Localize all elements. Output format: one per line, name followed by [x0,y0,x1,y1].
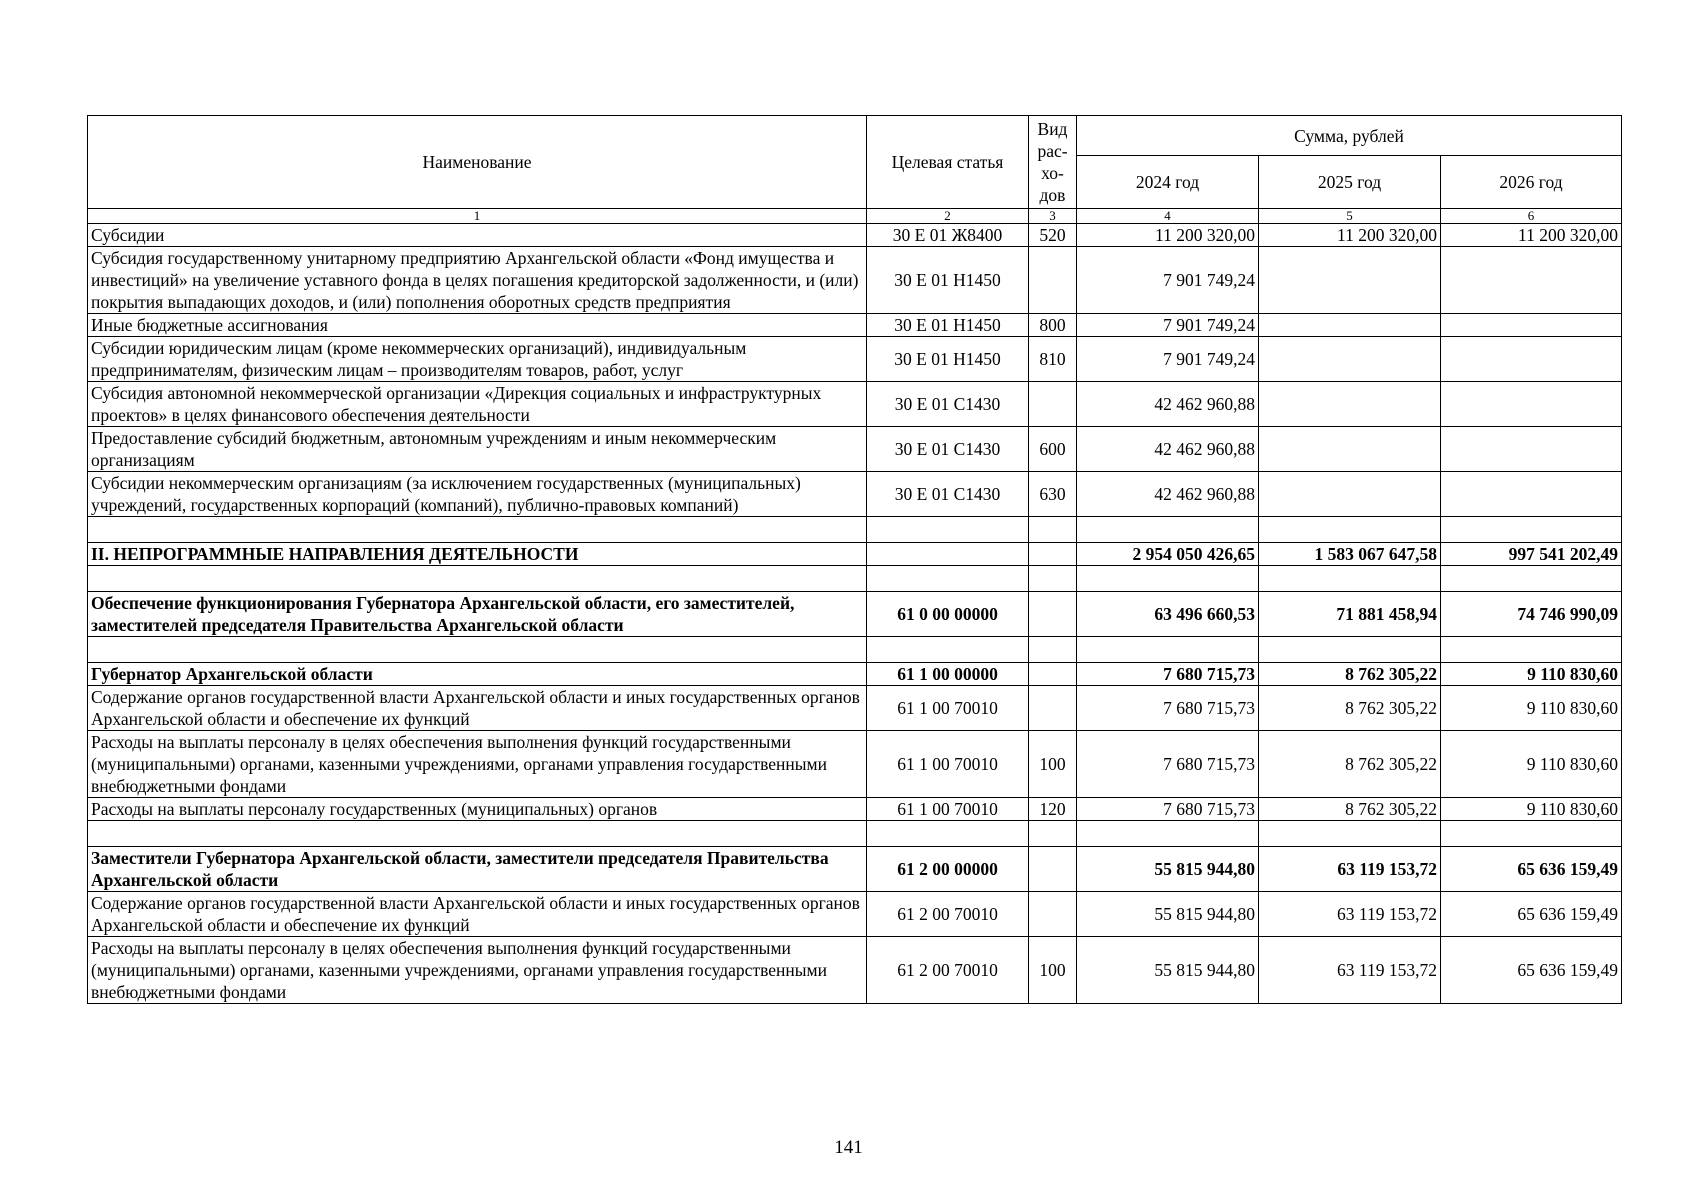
row-name [88,821,867,847]
row-name: Содержание органов государственной власти Архангельской области и иных государственных органов Архангельской области и обеспечение их функций [88,686,867,731]
row-amount-2024: 42 462 960,88 [1077,382,1259,427]
row-expense-type [1029,543,1077,566]
row-target-code [867,543,1029,566]
table-body [88,224,1622,1004]
row-amount-2026 [1441,637,1622,663]
table-row [88,427,1622,472]
table-row [88,798,1622,821]
row-expense-type [1029,566,1077,592]
row-amount-2026 [1441,382,1622,427]
row-target-code [867,821,1029,847]
table-row [88,337,1622,382]
row-expense-type: 630 [1029,472,1077,517]
row-amount-2026: 9 110 830,60 [1441,731,1622,798]
table-row [88,847,1622,892]
row-expense-type: 100 [1029,731,1077,798]
page-number: 141 [834,1137,863,1158]
row-amount-2026 [1441,517,1622,543]
row-amount-2024: 7 680 715,73 [1077,798,1259,821]
row-expense-type [1029,847,1077,892]
column-number: 4 [1077,209,1259,224]
row-expense-type [1029,663,1077,686]
row-amount-2024 [1077,821,1259,847]
table-row [88,663,1622,686]
row-amount-2025: 8 762 305,22 [1259,798,1441,821]
row-amount-2026 [1441,821,1622,847]
row-expense-type [1029,382,1077,427]
header-year-2026: 2026 год [1441,156,1622,209]
row-amount-2026 [1441,566,1622,592]
row-name: Субсидии [88,224,867,247]
table-row [88,937,1622,1004]
row-amount-2026 [1441,472,1622,517]
row-amount-2024: 11 200 320,00 [1077,224,1259,247]
row-amount-2025 [1259,314,1441,337]
row-amount-2025 [1259,427,1441,472]
table-row [88,472,1622,517]
row-name: Субсидия государственному унитарному предприятию Архангельской области «Фонд имущества и инвестиций» на увеличение уставного фонда в целях погашения кредиторской задолженности, и (или) покрытия выпадающих доходов, и (или) пополнения оборотных средств предприятия [88,247,867,314]
row-amount-2025 [1259,247,1441,314]
row-amount-2026: 74 746 990,09 [1441,592,1622,637]
table-row [88,224,1622,247]
row-expense-type: 600 [1029,427,1077,472]
row-amount-2025 [1259,517,1441,543]
row-amount-2026: 997 541 202,49 [1441,543,1622,566]
row-name: Субсидия автономной некоммерческой организации «Дирекция социальных и инфраструктурных проектов» в целях финансового обеспечения деятельности [88,382,867,427]
row-target-code: 30 Е 01 С1430 [867,472,1029,517]
row-target-code: 61 1 00 00000 [867,663,1029,686]
row-amount-2025 [1259,566,1441,592]
row-amount-2026: 65 636 159,49 [1441,937,1622,1004]
row-amount-2025: 11 200 320,00 [1259,224,1441,247]
header-year-2025: 2025 год [1259,156,1441,209]
row-amount-2026 [1441,247,1622,314]
row-amount-2025: 71 881 458,94 [1259,592,1441,637]
row-expense-type [1029,517,1077,543]
column-number: 6 [1441,209,1622,224]
table-row [88,686,1622,731]
header-sum: Сумма, рублей [1077,116,1622,156]
row-expense-type [1029,637,1077,663]
row-amount-2024: 7 901 749,24 [1077,247,1259,314]
row-target-code [867,637,1029,663]
header-vid: Вид рас-хо-дов [1029,116,1077,209]
row-expense-type [1029,892,1077,937]
row-expense-type [1029,247,1077,314]
row-amount-2024: 63 496 660,53 [1077,592,1259,637]
row-amount-2024: 2 954 050 426,65 [1077,543,1259,566]
row-name: Расходы на выплаты персоналу в целях обеспечения выполнения функций государственными (муниципальными) органами, казенными учреждениями, органами управления государственными внебюджетными фондами [88,731,867,798]
row-name [88,637,867,663]
column-number: 2 [867,209,1029,224]
row-amount-2025 [1259,337,1441,382]
row-name: Обеспечение функционирования Губернатора Архангельской области, его заместителей, заместителей председателя Правительства Архангельской области [88,592,867,637]
row-amount-2026: 11 200 320,00 [1441,224,1622,247]
row-amount-2025: 63 119 153,72 [1259,937,1441,1004]
table-row-empty [88,566,1622,592]
row-target-code: 61 1 00 70010 [867,798,1029,821]
budget-table-sheet [87,115,1621,1004]
table-row [88,382,1622,427]
row-expense-type [1029,821,1077,847]
row-amount-2024: 42 462 960,88 [1077,472,1259,517]
row-amount-2024: 55 815 944,80 [1077,847,1259,892]
row-amount-2025: 8 762 305,22 [1259,686,1441,731]
row-target-code: 30 Е 01 Н1450 [867,314,1029,337]
column-number: 1 [88,209,867,224]
row-target-code: 61 0 00 00000 [867,592,1029,637]
row-amount-2024: 7 680 715,73 [1077,663,1259,686]
row-amount-2025 [1259,382,1441,427]
row-name: Содержание органов государственной власти Архангельской области и иных государственных органов Архангельской области и обеспечение их функций [88,892,867,937]
row-amount-2024: 7 901 749,24 [1077,337,1259,382]
row-target-code: 30 Е 01 С1430 [867,382,1029,427]
row-amount-2024: 42 462 960,88 [1077,427,1259,472]
row-amount-2026: 9 110 830,60 [1441,663,1622,686]
table-row [88,543,1622,566]
table-row [88,314,1622,337]
header-year-2024: 2024 год [1077,156,1259,209]
row-target-code: 30 Е 01 С1430 [867,427,1029,472]
table-row-empty [88,517,1622,543]
row-amount-2024 [1077,517,1259,543]
table-row [88,592,1622,637]
row-amount-2025: 63 119 153,72 [1259,847,1441,892]
row-amount-2026 [1441,314,1622,337]
row-amount-2025: 8 762 305,22 [1259,663,1441,686]
row-target-code: 61 2 00 00000 [867,847,1029,892]
row-amount-2025: 1 583 067 647,58 [1259,543,1441,566]
row-expense-type [1029,686,1077,731]
row-target-code [867,566,1029,592]
row-amount-2025: 63 119 153,72 [1259,892,1441,937]
row-target-code: 61 2 00 70010 [867,892,1029,937]
row-target-code [867,517,1029,543]
row-amount-2024 [1077,637,1259,663]
row-name: Субсидии некоммерческим организациям (за исключением государственных (муниципальных) учреждений, государственных корпораций (компаний), публично-правовых компаний) [88,472,867,517]
row-name [88,517,867,543]
row-target-code: 61 2 00 70010 [867,937,1029,1004]
row-target-code: 61 1 00 70010 [867,686,1029,731]
row-amount-2025: 8 762 305,22 [1259,731,1441,798]
row-amount-2024: 55 815 944,80 [1077,892,1259,937]
row-amount-2024: 7 680 715,73 [1077,686,1259,731]
row-target-code: 30 Е 01 Н1450 [867,247,1029,314]
row-amount-2025 [1259,472,1441,517]
row-amount-2025 [1259,821,1441,847]
row-expense-type: 810 [1029,337,1077,382]
column-number-row [88,209,1622,224]
row-target-code: 30 Е 01 Ж8400 [867,224,1029,247]
row-name: II. НЕПРОГРАММНЫЕ НАПРАВЛЕНИЯ ДЕЯТЕЛЬНОСТИ [88,543,867,566]
row-expense-type: 520 [1029,224,1077,247]
row-amount-2024: 7 680 715,73 [1077,731,1259,798]
table-row [88,892,1622,937]
row-name: Субсидии юридическим лицам (кроме некоммерческих организаций), индивидуальным предпринимателям, физическим лицам – производителям товаров, работ, услуг [88,337,867,382]
table-row-empty [88,637,1622,663]
row-name: Иные бюджетные ассигнования [88,314,867,337]
row-expense-type [1029,592,1077,637]
row-amount-2026: 9 110 830,60 [1441,798,1622,821]
header-name: Наименование [88,116,867,209]
row-target-code: 30 Е 01 Н1450 [867,337,1029,382]
row-expense-type: 120 [1029,798,1077,821]
table-row [88,731,1622,798]
row-amount-2025 [1259,637,1441,663]
row-name: Заместители Губернатора Архангельской области, заместители председателя Правительства Архангельской области [88,847,867,892]
row-expense-type: 800 [1029,314,1077,337]
header-code: Целевая статья [867,116,1029,209]
row-amount-2026: 9 110 830,60 [1441,686,1622,731]
row-amount-2026: 65 636 159,49 [1441,892,1622,937]
row-amount-2024: 55 815 944,80 [1077,937,1259,1004]
column-number: 5 [1259,209,1441,224]
row-name: Расходы на выплаты персоналу в целях обеспечения выполнения функций государственными (муниципальными) органами, казенными учреждениями, органами управления государственными внебюджетными фондами [88,937,867,1004]
budget-table [87,115,1622,1004]
column-number: 3 [1029,209,1077,224]
row-name: Предоставление субсидий бюджетным, автономным учреждениям и иным некоммерческим организациям [88,427,867,472]
row-target-code: 61 1 00 70010 [867,731,1029,798]
row-name: Губернатор Архангельской области [88,663,867,686]
table-row-empty [88,821,1622,847]
row-amount-2026 [1441,427,1622,472]
row-name [88,566,867,592]
row-amount-2026 [1441,337,1622,382]
row-amount-2026: 65 636 159,49 [1441,847,1622,892]
row-amount-2024: 7 901 749,24 [1077,314,1259,337]
table-row [88,247,1622,314]
row-name: Расходы на выплаты персоналу государственных (муниципальных) органов [88,798,867,821]
row-amount-2024 [1077,566,1259,592]
row-expense-type: 100 [1029,937,1077,1004]
